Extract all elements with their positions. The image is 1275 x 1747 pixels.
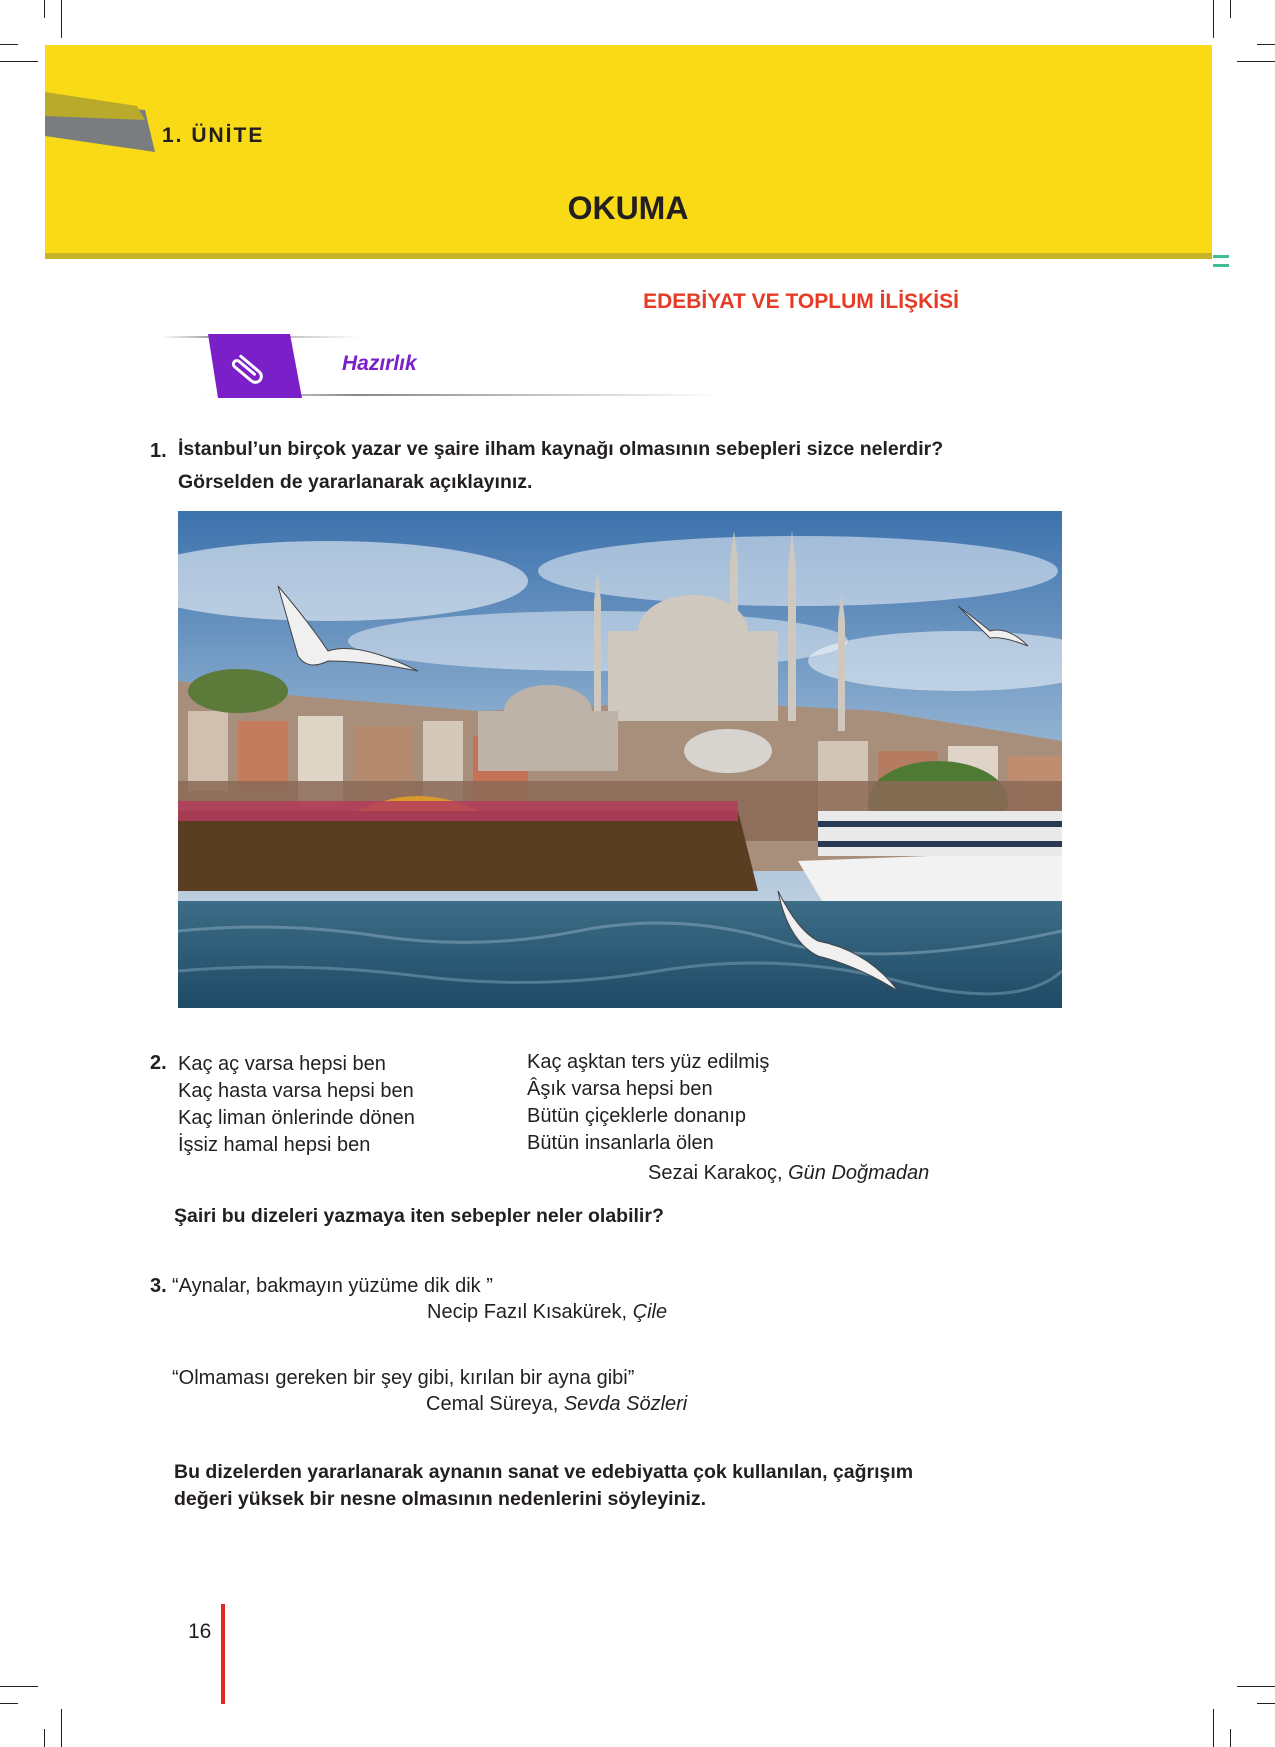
crop-mark bbox=[61, 1709, 62, 1747]
crop-mark bbox=[0, 44, 18, 45]
header-underline bbox=[45, 253, 1212, 259]
unit-ribbon-icon bbox=[45, 92, 155, 152]
question-line: Bu dizelerden yararlanarak aynanın sanat ve edebiyatta çok kullanılan, çağrışım bbox=[174, 1461, 914, 1483]
poem-line: Kaç hasta varsa hepsi ben bbox=[178, 1080, 414, 1102]
crop-mark bbox=[61, 0, 62, 38]
crop-mark bbox=[1230, 0, 1231, 18]
question-number: 1. bbox=[150, 440, 167, 462]
source-work: Gün Doğmadan bbox=[788, 1162, 930, 1184]
crop-mark bbox=[0, 1703, 18, 1704]
quote: “Olmaması gereken bir şey gibi, kırılan bir ayna gibi” bbox=[172, 1367, 635, 1389]
crop-mark bbox=[1237, 61, 1275, 62]
page-title: OKUMA bbox=[567, 190, 689, 226]
crop-mark bbox=[1237, 1686, 1275, 1687]
poem-line: Kaç aşktan ters yüz edilmiş bbox=[527, 1051, 770, 1073]
quote: “Aynalar, bakmayın yüzüme dik dik ” bbox=[172, 1275, 493, 1297]
page-number: 16 bbox=[188, 1620, 212, 1643]
question-prompt: Şairi bu dizeleri yazmaya iten sebepler neler olabilir? bbox=[174, 1205, 664, 1227]
poem-line: Bütün çiçeklerle donanıp bbox=[527, 1105, 747, 1127]
prep-label: Hazırlık bbox=[342, 352, 417, 375]
poem-source bbox=[648, 1162, 929, 1185]
poem-line: İşsiz hamal hepsi ben bbox=[178, 1134, 371, 1156]
istanbul-photo bbox=[178, 511, 1062, 1008]
decor-line bbox=[1213, 264, 1229, 267]
source-author: Sezai Karakoç, bbox=[648, 1162, 783, 1184]
poem-left bbox=[178, 1051, 415, 1159]
poem-line: Bütün insanlarla ölen bbox=[527, 1132, 714, 1154]
question-number: 3. bbox=[150, 1275, 167, 1297]
crop-mark bbox=[1257, 1703, 1275, 1704]
quote-source bbox=[426, 1393, 687, 1416]
question-line: değeri yüksek bir nesne olmasının nedenlerini söyleyiniz. bbox=[174, 1488, 707, 1510]
poem-line: Kaç liman önlerinde dönen bbox=[178, 1107, 415, 1129]
crop-mark bbox=[1230, 1729, 1231, 1747]
source-author: Necip Fazıl Kısakürek, bbox=[427, 1301, 628, 1323]
question-line: İstanbul’un birçok yazar ve şaire ilham kaynağı olmasının sebepleri sizce nelerdir? bbox=[178, 438, 944, 460]
poem-line: Kaç aç varsa hepsi ben bbox=[178, 1053, 386, 1075]
crop-mark bbox=[0, 61, 38, 62]
poem-right bbox=[527, 1049, 769, 1157]
crop-mark bbox=[1213, 1709, 1214, 1747]
question-number: 2. bbox=[150, 1052, 167, 1074]
question-prompt bbox=[174, 1459, 913, 1513]
crop-mark bbox=[44, 1729, 45, 1747]
crop-mark bbox=[44, 0, 45, 18]
unit-label: 1. ÜNİTE bbox=[162, 124, 265, 147]
question-text bbox=[178, 436, 943, 496]
crop-mark bbox=[1257, 44, 1275, 45]
source-author: Cemal Süreya, bbox=[426, 1393, 559, 1415]
question-line: Görselden de yararlanarak açıklayınız. bbox=[178, 471, 533, 493]
poem-line: Âşık varsa hepsi ben bbox=[527, 1078, 713, 1100]
source-work: Çile bbox=[632, 1301, 668, 1323]
crop-mark bbox=[0, 1686, 38, 1687]
section-title: EDEBİYAT VE TOPLUM İLİŞKİSİ bbox=[643, 290, 959, 313]
decor-line bbox=[1213, 255, 1229, 258]
page-bar bbox=[221, 1604, 225, 1704]
prep-header bbox=[160, 332, 720, 398]
quote-source bbox=[427, 1301, 667, 1324]
crop-mark bbox=[1213, 0, 1214, 38]
source-work: Sevda Sözleri bbox=[563, 1393, 688, 1415]
